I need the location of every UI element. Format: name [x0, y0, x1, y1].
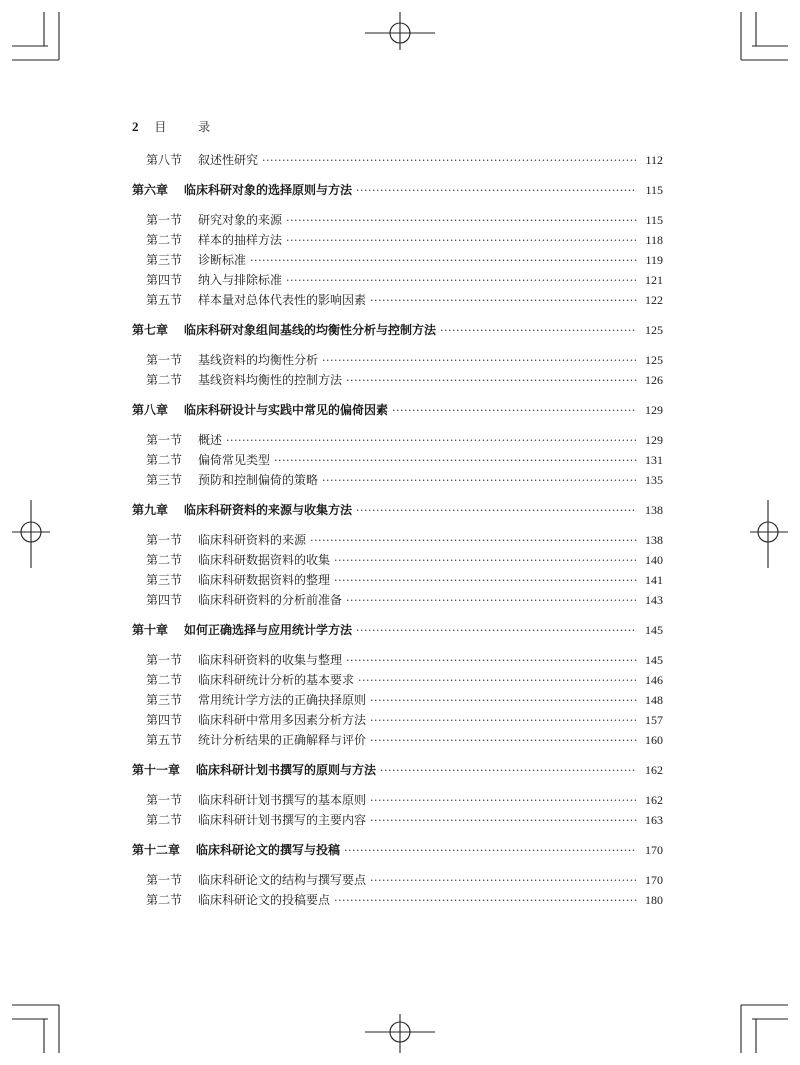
toc-chapter-entry	[132, 761, 663, 781]
entry-page-number: 140	[645, 553, 663, 567]
entry-number: 第二节	[146, 813, 183, 827]
dot-leader	[286, 234, 637, 247]
entry-number: 第一节	[146, 873, 183, 887]
entry-page-number: 148	[645, 693, 663, 707]
dot-leader	[262, 154, 637, 167]
entry-page-number: 146	[645, 673, 663, 687]
toc-section-entry	[132, 691, 663, 711]
entry-title: 临床科研计划书撰写的主要内容	[198, 813, 367, 827]
entry-page-number: 145	[645, 653, 663, 667]
entry-number: 第十一章	[132, 763, 181, 777]
entry-title: 临床科研资料的收集与整理	[198, 653, 343, 667]
entry-number: 第八章	[132, 403, 169, 417]
entry-number: 第一节	[146, 793, 183, 807]
entry-title: 偏倚常见类型	[198, 453, 271, 467]
toc-section-entry	[132, 811, 663, 831]
dot-leader	[356, 504, 637, 517]
dot-leader	[274, 454, 637, 467]
dot-leader	[226, 434, 637, 447]
entry-number: 第六章	[132, 183, 169, 197]
entry-number: 第一节	[146, 653, 183, 667]
entry-page-number: 119	[645, 253, 663, 267]
entry-number: 第三节	[146, 573, 183, 587]
entry-number: 第二节	[146, 453, 183, 467]
entry-title: 诊断标准	[198, 253, 247, 267]
dot-leader	[310, 534, 637, 547]
toc-section-entry	[132, 651, 663, 671]
dot-leader	[346, 654, 637, 667]
toc-chapter-entry	[132, 501, 663, 521]
toc-section-entry	[132, 891, 663, 911]
dot-leader	[392, 404, 637, 417]
toc-section-entry	[132, 791, 663, 811]
dot-leader	[370, 874, 637, 887]
entry-title: 基线资料的均衡性分析	[198, 353, 319, 367]
entry-number: 第二节	[146, 553, 183, 567]
toc-section-entry	[132, 531, 663, 551]
entry-number: 第十二章	[132, 843, 181, 857]
entry-title: 临床科研数据资料的收集	[198, 553, 331, 567]
toc-section-entry	[132, 271, 663, 291]
dot-leader	[346, 374, 637, 387]
entry-number: 第七章	[132, 323, 169, 337]
toc-section-entry	[132, 731, 663, 751]
entry-title: 临床科研设计与实践中常见的偏倚因素	[184, 403, 389, 417]
entry-title: 临床科研论文的结构与撰写要点	[198, 873, 367, 887]
dot-leader	[250, 254, 637, 267]
toc-section-entry	[132, 211, 663, 231]
toc-section-entry	[132, 551, 663, 571]
dot-leader	[286, 274, 637, 287]
entry-page-number: 145	[645, 623, 663, 637]
dot-leader	[370, 734, 637, 747]
entry-title: 常用统计学方法的正确抉择原则	[198, 693, 367, 707]
entry-title: 研究对象的来源	[198, 213, 283, 227]
entry-page-number: 115	[645, 183, 663, 197]
toc-section-entry	[132, 371, 663, 391]
dot-leader	[440, 324, 637, 337]
entry-page-number: 138	[645, 533, 663, 547]
dot-leader	[370, 714, 637, 727]
entry-page-number: 180	[645, 893, 663, 907]
entry-page-number: 112	[645, 153, 663, 167]
toc-chapter-entry	[132, 181, 663, 201]
toc-chapter-entry	[132, 841, 663, 861]
entry-title: 如何正确选择与应用统计学方法	[184, 623, 353, 637]
entry-title: 预防和控制偏倚的策略	[198, 473, 319, 487]
entry-title: 临床科研计划书撰写的原则与方法	[196, 763, 377, 777]
entry-title: 临床科研资料的来源与收集方法	[184, 503, 353, 517]
entry-page-number: 170	[645, 873, 663, 887]
toc-section-entry	[132, 451, 663, 471]
entry-number: 第二节	[146, 673, 183, 687]
dot-leader	[370, 814, 637, 827]
entry-number: 第二节	[146, 233, 183, 247]
toc-section-entry	[132, 471, 663, 491]
entry-page-number: 131	[645, 453, 663, 467]
entry-page-number: 122	[645, 293, 663, 307]
toc-section-entry	[132, 251, 663, 271]
entry-title: 临床科研论文的投稿要点	[198, 893, 331, 907]
entry-number: 第二节	[146, 373, 183, 387]
entry-number: 第四节	[146, 713, 183, 727]
entry-page-number: 138	[645, 503, 663, 517]
entry-page-number: 163	[645, 813, 663, 827]
toc-section-entry	[132, 871, 663, 891]
entry-page-number: 170	[645, 843, 663, 857]
dot-leader	[370, 694, 637, 707]
entry-page-number: 135	[645, 473, 663, 487]
entry-title: 纳入与排除标准	[198, 273, 283, 287]
entry-page-number: 129	[645, 403, 663, 417]
toc-chapter-entry	[132, 621, 663, 641]
toc-section-entry	[132, 231, 663, 251]
entry-page-number: 118	[645, 233, 663, 247]
entry-number: 第一节	[146, 533, 183, 547]
entry-number: 第十章	[132, 623, 169, 637]
header-title: 目 录	[154, 120, 225, 134]
entry-page-number: 157	[645, 713, 663, 727]
entry-number: 第一节	[146, 213, 183, 227]
entry-page-number: 162	[645, 763, 663, 777]
toc-section-entry	[132, 291, 663, 311]
entry-title: 临床科研计划书撰写的基本原则	[198, 793, 367, 807]
toc-section-entry	[132, 151, 663, 171]
dot-leader	[322, 354, 637, 367]
entry-title: 临床科研资料的来源	[198, 533, 307, 547]
entry-number: 第二节	[146, 893, 183, 907]
entry-page-number: 126	[645, 373, 663, 387]
entry-title: 临床科研论文的撰写与投稿	[196, 843, 341, 857]
toc-section-entry	[132, 431, 663, 451]
dot-leader	[370, 294, 637, 307]
entry-title: 叙述性研究	[198, 153, 259, 167]
toc-section-entry	[132, 571, 663, 591]
dot-leader	[380, 764, 637, 777]
entry-number: 第一节	[146, 433, 183, 447]
toc-section-entry	[132, 671, 663, 691]
toc-chapter-entry	[132, 321, 663, 341]
toc-chapter-entry	[132, 401, 663, 421]
dot-leader	[334, 894, 637, 907]
entry-page-number: 121	[645, 273, 663, 287]
entry-title: 临床科研统计分析的基本要求	[198, 673, 355, 687]
entry-title: 临床科研数据资料的整理	[198, 573, 331, 587]
dot-leader	[356, 184, 637, 197]
table-of-contents	[132, 151, 663, 911]
dot-leader	[334, 574, 637, 587]
page-number: 2	[132, 119, 139, 134]
entry-title: 临床科研对象的选择原则与方法	[184, 183, 353, 197]
entry-number: 第九章	[132, 503, 169, 517]
entry-number: 第四节	[146, 593, 183, 607]
running-header	[132, 118, 224, 135]
entry-number: 第三节	[146, 473, 183, 487]
entry-page-number: 125	[645, 323, 663, 337]
dot-leader	[370, 794, 637, 807]
toc-section-entry	[132, 351, 663, 371]
entry-page-number: 162	[645, 793, 663, 807]
entry-title: 样本量对总体代表性的影响因素	[198, 293, 367, 307]
entry-title: 临床科研资料的分析前准备	[198, 593, 343, 607]
entry-title: 统计分析结果的正确解释与评价	[198, 733, 367, 747]
entry-page-number: 125	[645, 353, 663, 367]
toc-section-entry	[132, 711, 663, 731]
entry-number: 第四节	[146, 273, 183, 287]
entry-page-number: 129	[645, 433, 663, 447]
entry-number: 第五节	[146, 733, 183, 747]
entry-page-number: 143	[645, 593, 663, 607]
dot-leader	[358, 674, 637, 687]
dot-leader	[344, 844, 637, 857]
dot-leader	[334, 554, 637, 567]
entry-page-number: 160	[645, 733, 663, 747]
entry-number: 第一节	[146, 353, 183, 367]
entry-title: 临床科研中常用多因素分析方法	[198, 713, 367, 727]
dot-leader	[286, 214, 637, 227]
entry-title: 基线资料均衡性的控制方法	[198, 373, 343, 387]
entry-page-number: 115	[645, 213, 663, 227]
entry-number: 第八节	[146, 153, 183, 167]
toc-section-entry	[132, 591, 663, 611]
dot-leader	[346, 594, 637, 607]
entry-title: 概述	[198, 433, 223, 447]
entry-title: 样本的抽样方法	[198, 233, 283, 247]
entry-number: 第五节	[146, 293, 183, 307]
entry-number: 第三节	[146, 693, 183, 707]
entry-number: 第三节	[146, 253, 183, 267]
entry-page-number: 141	[645, 573, 663, 587]
dot-leader	[356, 624, 637, 637]
dot-leader	[322, 474, 637, 487]
entry-title: 临床科研对象组间基线的均衡性分析与控制方法	[184, 323, 437, 337]
